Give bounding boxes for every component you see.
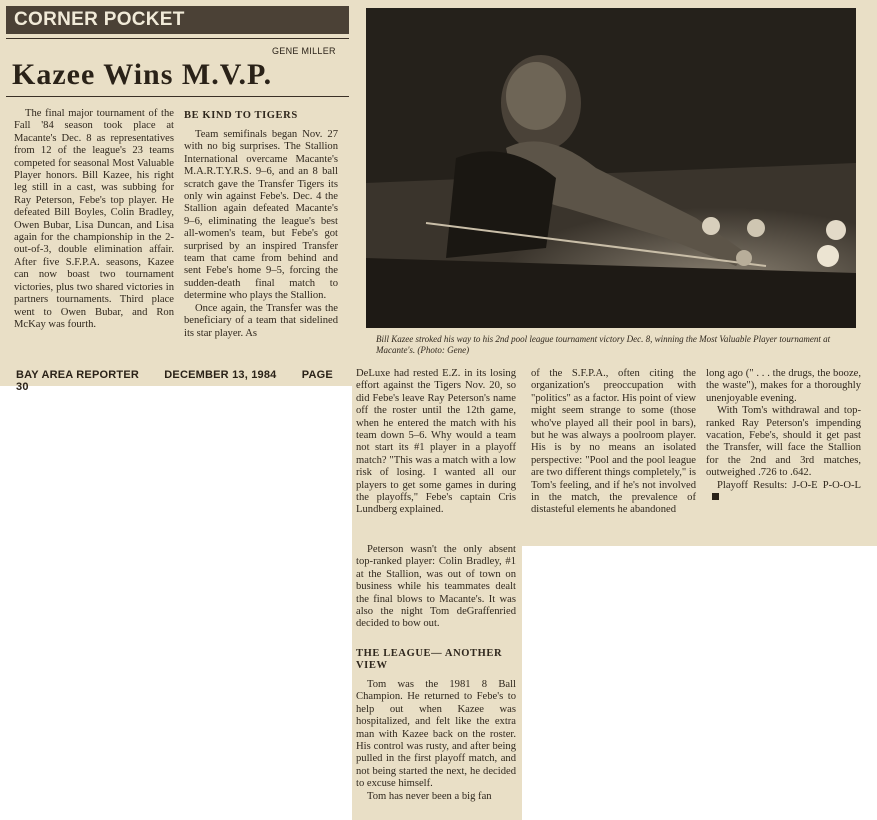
page-footer	[16, 369, 346, 393]
article-column-5	[706, 368, 861, 544]
subhead-be-kind-to-tigers: BE KIND TO TIGERS	[184, 110, 298, 121]
pool-player-photo	[366, 8, 856, 328]
kicker-rule	[6, 38, 349, 39]
article-column-1	[14, 108, 174, 363]
article-column-2	[184, 110, 338, 363]
end-mark-icon	[712, 493, 719, 500]
article-column-3	[356, 368, 516, 544]
publication-date: DECEMBER 13, 1984	[164, 369, 277, 381]
paragraph: Team semifinals began Nov. 27 with no big surprises. The Stallion International overcame Macante's M.A.R.T.Y.R.S. 9–6, and an 8 ball scratch gave the Transfer Tigers its only win against Febe's. Dec. 4 the Stallion again defeated Macante's 9–6, eliminating the league's best all-women's team, but Febe's got surprised by an inspired Transfer team that came from behind and sent Febe's home 9–5, forcing the sudden-death final match to determine who plays the Stallion.	[184, 129, 338, 302]
column-kicker: CORNER POCKET	[6, 6, 349, 34]
paragraph: Peterson wasn't the only absent top-ranked player: Colin Bradley, #1 at the Stallion, was out of town on business while his teammates dealt the final blows to Macante's. It was also the night Tom deGraffenried decided to bow out.	[356, 544, 516, 630]
photo-image	[366, 8, 856, 328]
publication-name: BAY AREA REPORTER	[16, 369, 139, 381]
playoff-results-text: Playoff Results: J-O-E P-O-O-L	[717, 479, 861, 491]
playoff-results	[706, 480, 861, 505]
paragraph: Once again, the Transfer was the beneficiary of a team that sidelined its star player. As	[184, 302, 338, 339]
paragraph: Tom was the 1981 8 Ball Champion. He returned to Febe's to help out when Kazee was hospitalized, and felt like the extra man with Kazee back on the roster. His control was rusty, and after being pulled in the first playoff match, and not being started the next, he decided to excuse himself.	[356, 679, 516, 790]
article-column-4	[531, 368, 696, 544]
paragraph: The final major tournament of the Fall '84 season took place at Macante's Dec. 8 as representatives from 12 of the league's 23 teams competed for seasonal Most Valuable Player honors. Bill Kazee, his right leg still in a cast, was subbing for Ray Peterson, Febe's top player. He defeated Bill Boyles, Colin Bradley, Owen Bubar, Lisa Duncan, and Lisa again for the championship in the 2-out-of-3, double elimination affair. After five S.F.P.A. seasons, Kazee can now boast two tournament victories, plus two shared victories in partners tournaments. Third place went to Owen Bubar, and Ron McKay was fourth.	[14, 108, 174, 330]
subhead-the-league-another-view: THE LEAGUE— ANOTHER VIEW	[356, 648, 503, 671]
headline-rule	[6, 96, 349, 97]
article-column-3-continued	[356, 544, 516, 642]
paragraph: long ago (" . . . the drugs, the booze, the waste"), makes for a thoroughly unenjoyable evening.	[706, 368, 861, 404]
photo-caption: Bill Kazee stroked his way to his 2nd pool league tournament victory Dec. 8, winning the Most Valuable Player tournament at Macante's. (Photo: Gene)	[376, 334, 831, 355]
headline: Kazee Wins M.V.P.	[12, 58, 273, 91]
paragraph: With Tom's withdrawal and top-ranked Ray Peterson's impending vacation, Febe's, should it get past the Transfer, will face the Stallion for the 2nd and 3rd matches, outweighed .726 to .642.	[706, 405, 861, 479]
paragraph: DeLuxe had rested E.Z. in its losing effort against the Tigers Nov. 20, so did Febe's leave Ray Peterson's name off the roster until the 12th game, when he entered the match with his team down 5–6. Why would a team not start its #1 player in a playoff match? "This was a match with a low risk of losing. I wanted all our players to get some games in during the playoffs," Febe's captain Cris Lundberg explained.	[356, 368, 516, 516]
article-column-3-bottom	[356, 648, 516, 818]
byline: GENE MILLER	[272, 46, 336, 56]
paragraph: of the S.F.P.A., often citing the organization's preoccupation with "politics" as a factor. His point of view might seem strange to some (those who've played all their pool in bars), but he was always a poolroom player. His is by no means an isolated perspective: "Pool and the pool league are two different things completely," is Tom's feeling, and if he's not involved in the match, the prevalence of distasteful elements he abandoned	[531, 368, 696, 516]
paragraph: Tom has never been a big fan	[367, 790, 492, 802]
page-number: PAGE 30	[16, 369, 333, 393]
